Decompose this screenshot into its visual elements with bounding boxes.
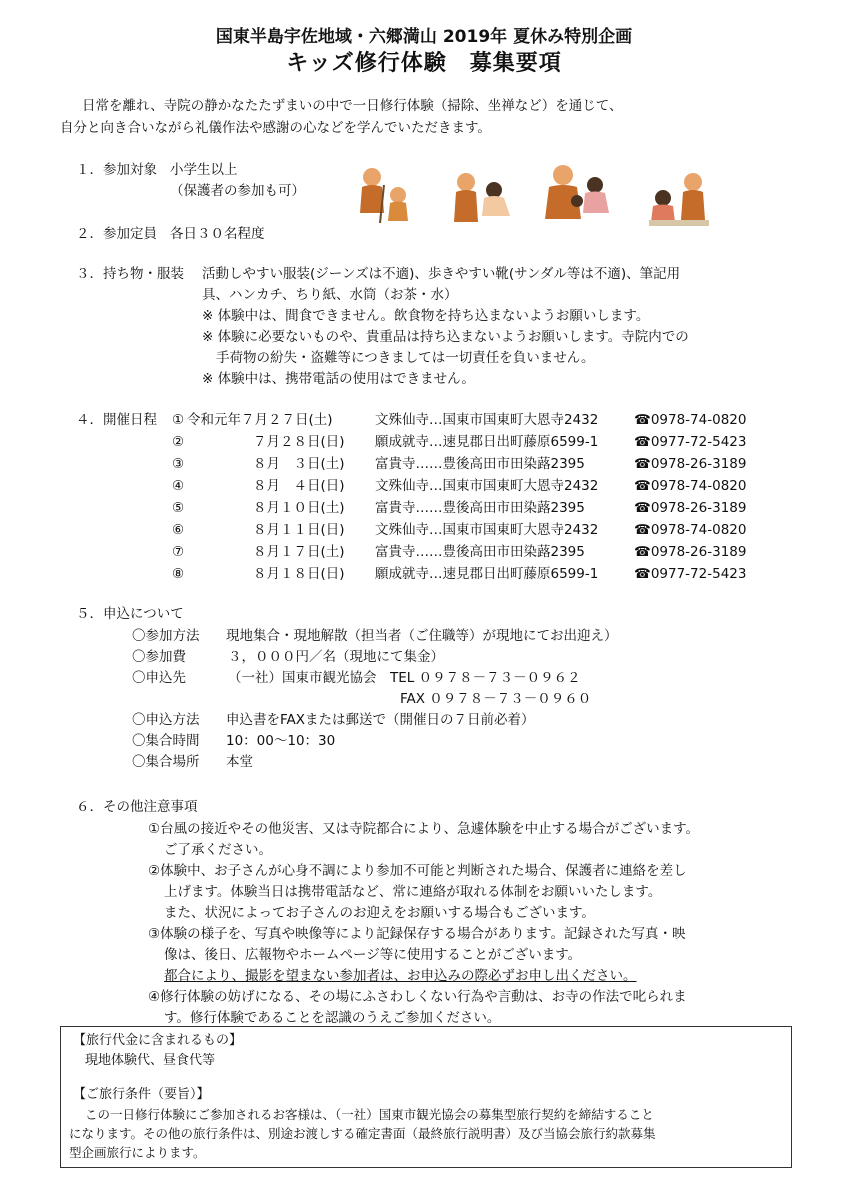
schedule-tel <box>634 454 746 475</box>
page-subtitle: 国東半島宇佐地域・六郷満山 2019年 夏休み特別企画 <box>215 27 633 47</box>
section-3-line-1: 活動しやすい服装(ジーンズは不適)、歩きやすい靴(サンダル等は不適)、筆記用 <box>202 266 681 282</box>
schedule-temple: 文殊仙寺…国東市国東町大恩寺2432 <box>375 522 599 538</box>
section-2-label: ２．参加定員 <box>76 226 157 242</box>
application-key: 〇参加費 <box>132 649 186 665</box>
schedule-tel-number: 0978-26-3189 <box>650 456 747 472</box>
phone-icon: ☎ <box>634 412 651 428</box>
schedule-tel-number: 0978-26-3189 <box>650 500 747 516</box>
phone-icon: ☎ <box>634 544 651 560</box>
phone-icon: ☎ <box>634 500 651 516</box>
application-key: 〇参加方法 <box>132 628 200 644</box>
schedule-tel-number: 0977-72-5423 <box>650 566 747 582</box>
page-title: キッズ修行体験 募集要項 <box>286 51 562 76</box>
monk-illustration-2 <box>448 170 518 232</box>
section-3-note-2a: ※ 体験に必要ないものや、貴重品は持ち込まないようお願いします。寺院内での <box>202 329 689 345</box>
application-key: 〇集合時間 <box>132 733 200 749</box>
schedule-num: ⑤ <box>172 500 185 516</box>
notice-4-line-2: す。修行体験であることを認識のうえご参加ください。 <box>164 1010 501 1026</box>
schedule-date: ８月１８日(日) <box>253 566 345 582</box>
notice-2-line-2: 上げます。体験当日は携帯電話など、常に連絡が取れる体制をお願いいたします。 <box>164 884 662 900</box>
schedule-temple: 富貴寺……豊後高田市田染蕗2395 <box>375 544 585 560</box>
application-value: 10：00～10：30 <box>226 733 336 749</box>
phone-icon: ☎ <box>634 566 651 582</box>
schedule-tel-number: 0978-74-0820 <box>650 478 747 494</box>
notice-3-line-3: 都合により、撮影を望まない参加者は、お申込みの際必ずお申し出ください。 <box>164 968 637 984</box>
schedule-num: ⑧ <box>172 566 185 582</box>
section-4-label: ４．開催日程 <box>76 412 157 428</box>
application-value: FAX ０９７８－７３－０９６０ <box>400 691 592 707</box>
schedule-tel-number: 0977-72-5423 <box>650 434 747 450</box>
section-1-value: 小学生以上 <box>170 162 238 178</box>
notice-4-line-1: ④修行体験の妨げになる、その場にふさわしくない行為や言動は、お寺の作法で叱られま <box>148 989 687 1005</box>
application-value: （一社）国東市観光協会 TEL ０９７８－７３－０９６２ <box>228 670 581 686</box>
box-value-2a: この一日修行体験にご参加されるお客様は、（一社）国東市観光協会の募集型旅行契約を締結すること <box>85 1107 654 1122</box>
notice-3-line-2: 像は、後日、広報物やホームページ等に使用することがございます。 <box>164 947 582 963</box>
box-value-2c: 型企画旅行によります。 <box>69 1145 206 1160</box>
monk-illustration-1 <box>350 165 415 229</box>
travel-conditions-box <box>60 1026 792 1168</box>
schedule-temple: 富貴寺……豊後高田市田染蕗2395 <box>375 456 585 472</box>
intro-line-1: 日常を離れ、寺院の静かなたたずまいの中で一日修行体験（掃除、坐禅など）を通じて、 <box>82 98 623 114</box>
section-2-value: 各日３０名程度 <box>170 226 265 242</box>
section-1-note: （保護者の参加も可） <box>170 183 305 199</box>
section-3-note-1: ※ 体験中は、間食できません。飲食物を持ち込まないようお願いします。 <box>202 308 650 324</box>
box-heading-2: 【ご旅行条件（要旨）】 <box>73 1087 210 1102</box>
schedule-tel <box>634 432 746 453</box>
application-value: 本堂 <box>226 754 253 770</box>
section-5-label: ５．申込について <box>76 606 184 622</box>
schedule-num: ⑥ <box>172 522 185 538</box>
schedule-tel <box>634 564 746 585</box>
application-key: 〇集合場所 <box>132 754 200 770</box>
application-value: ３，０００円／名（現地にて集金） <box>228 649 444 665</box>
notice-1-line-2: ご了承ください。 <box>164 842 272 858</box>
schedule-date: ８月 ３日(土) <box>253 456 345 472</box>
section-6-label: ６．その他注意事項 <box>76 799 198 815</box>
section-3-note-2b: 手荷物の紛失・盗難等につきましては一切責任を負いません。 <box>216 350 595 366</box>
section-3-note-3: ※ 体験中は、携帯電話の使用はできません。 <box>202 371 475 387</box>
section-1-label: １．参加対象 <box>76 162 157 178</box>
schedule-num: ② <box>172 434 185 450</box>
schedule-tel <box>634 520 746 541</box>
phone-icon: ☎ <box>634 456 651 472</box>
schedule-date: 令和元年７月２７日(土) <box>187 412 333 428</box>
notice-1-line-1: ①台風の接近やその他災害、又は寺院都合により、急遽体験を中止する場合がございます。 <box>148 821 700 837</box>
schedule-tel <box>634 498 746 519</box>
monk-illustration-4 <box>645 170 715 234</box>
monk-illustration-3 <box>543 163 615 229</box>
notice-3-line-1: ③体験の様子を、写真や映像等により記録保存する場合があります。記録された写真・映 <box>148 926 686 942</box>
box-value-2b: になります。その他の旅行条件は、別途お渡しする確定書面（最終旅行説明書）及び当協会旅行約款募集 <box>69 1126 656 1141</box>
schedule-tel <box>634 542 746 563</box>
schedule-tel <box>634 476 746 497</box>
schedule-num: ⑦ <box>172 544 185 560</box>
box-value-1: 現地体験代、昼食代等 <box>85 1053 216 1068</box>
schedule-temple: 文殊仙寺…国東市国東町大恩寺2432 <box>375 412 599 428</box>
notice-2-line-3: また、状況によってお子さんのお迎えをお願いする場合もございます。 <box>164 905 595 921</box>
schedule-temple: 富貴寺……豊後高田市田染蕗2395 <box>375 500 585 516</box>
schedule-date: ８月１７日(土) <box>253 544 345 560</box>
schedule-num: ③ <box>172 456 185 472</box>
application-value: 現地集合・現地解散（担当者（ご住職等）が現地にてお出迎え） <box>226 628 618 644</box>
phone-icon: ☎ <box>634 478 651 494</box>
schedule-temple: 願成就寺…速見郡日出町藤原6599-1 <box>375 434 599 450</box>
box-heading-1: 【旅行代金に含まれるもの】 <box>73 1033 243 1048</box>
application-key: 〇申込先 <box>132 670 186 686</box>
section-3-label: ３．持ち物・服装 <box>76 266 184 282</box>
schedule-tel-number: 0978-26-3189 <box>650 544 747 560</box>
schedule-tel-number: 0978-74-0820 <box>650 522 747 538</box>
schedule-num: ④ <box>172 478 185 494</box>
schedule-num: ① <box>172 412 185 428</box>
phone-icon: ☎ <box>634 522 651 538</box>
phone-icon: ☎ <box>634 434 651 450</box>
schedule-date: ７月２８日(日) <box>253 434 345 450</box>
schedule-date: ８月１０日(土) <box>253 500 345 516</box>
schedule-tel <box>634 410 746 431</box>
application-value: 申込書をFAXまたは郵送で（開催日の７日前必着） <box>226 712 535 728</box>
notice-2-line-1: ②体験中、お子さんが心身不調により参加不可能と判断された場合、保護者に連絡を差し <box>148 863 687 879</box>
schedule-tel-number: 0978-74-0820 <box>650 412 747 428</box>
schedule-date: ８月 ４日(日) <box>253 478 345 494</box>
intro-line-2: 自分と向き合いながら礼儀作法や感謝の心などを学んでいただきます。 <box>60 120 491 136</box>
section-3-line-2: 具、ハンカチ、ちり紙、水筒（お茶・水） <box>202 287 458 303</box>
application-key: 〇申込方法 <box>132 712 200 728</box>
schedule-temple: 文殊仙寺…国東市国東町大恩寺2432 <box>375 478 599 494</box>
schedule-temple: 願成就寺…速見郡日出町藤原6599-1 <box>375 566 599 582</box>
schedule-date: ８月１１日(日) <box>253 522 345 538</box>
